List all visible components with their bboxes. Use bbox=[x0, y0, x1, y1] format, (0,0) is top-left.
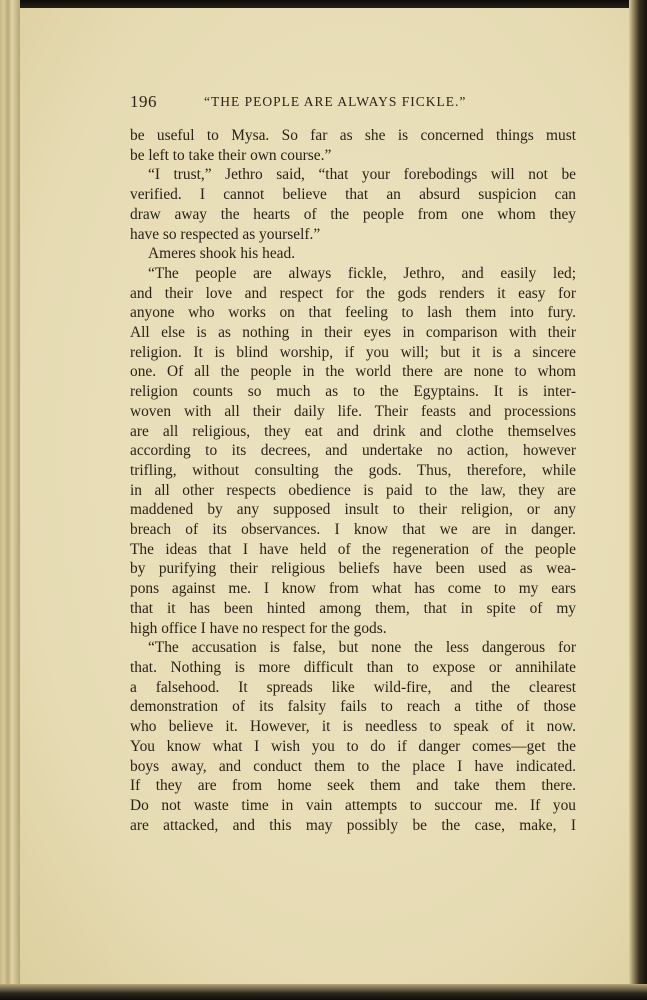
text-line: Do not waste time in vain attempts to succour me. If you bbox=[130, 796, 576, 814]
text-line: demonstration of its falsity fails to reach a tithe of those bbox=[130, 698, 576, 716]
text-line: The ideas that I have held of the regeneration of the people bbox=[130, 540, 576, 558]
text-line: “The people are always fickle, Jethro, and easily led; bbox=[148, 264, 576, 282]
text-line: be left to take their own course.” bbox=[130, 146, 332, 164]
text-line: are all religious, they eat and drink and clothe themselves bbox=[130, 422, 576, 440]
text-line: that. Nothing is more difficult than to expose or annihilate bbox=[130, 658, 576, 676]
text-line: anyone who works on that feeling to lash them into fury. bbox=[130, 304, 576, 322]
scan-bottom-edge bbox=[0, 984, 647, 1000]
page-header bbox=[130, 92, 575, 114]
text-line: trifling, without consulting the gods. Thus, therefore, while bbox=[130, 461, 576, 479]
text-line: high office I have no respect for the gods. bbox=[130, 619, 387, 637]
page-number: 196 bbox=[130, 92, 157, 111]
text-line: verified. I cannot believe that an absurd suspicion can bbox=[130, 186, 576, 204]
text-line: You know what I wish you to do if danger comes—get the bbox=[130, 737, 576, 755]
text-line: are attacked, and this may possibly be the case, make, I bbox=[130, 816, 576, 834]
text-line: All else is as nothing in their eyes in comparison with their bbox=[130, 324, 576, 342]
text-line: breach of its observances. I know that we are in danger. bbox=[130, 521, 576, 539]
text-line: by purifying their religious beliefs have been used as wea- bbox=[130, 560, 576, 578]
text-line: draw away the hearts of the people from one whom they bbox=[130, 205, 576, 223]
text-line: in all other respects obedience is paid to the law, they are bbox=[130, 481, 576, 499]
text-line: and their love and respect for the gods renders it easy for bbox=[130, 284, 576, 302]
text-line: boys away, and conduct them to the place I have indicated. bbox=[130, 757, 576, 775]
text-line: “The accusation is false, but none the less dangerous for bbox=[148, 639, 576, 657]
text-line: have so respected as yourself.” bbox=[130, 225, 321, 243]
text-line: one. Of all the people in the world there are none to whom bbox=[130, 363, 576, 381]
text-line: religion. It is blind worship, if you will; but it is a sincere bbox=[130, 343, 576, 361]
book-spine-edge bbox=[0, 0, 20, 1000]
text-line: religion counts so much as to the Egyptains. It is inter- bbox=[130, 383, 576, 401]
text-line: maddened by any supposed insult to their religion, or any bbox=[130, 501, 576, 519]
text-line: If they are from home seek them and take them there. bbox=[130, 777, 576, 795]
book-fore-edge bbox=[629, 0, 647, 1000]
text-line: woven with all their daily life. Their feasts and processions bbox=[130, 402, 576, 420]
text-line: according to its decrees, and undertake no action, however bbox=[130, 442, 576, 460]
text-line: “I trust,” Jethro said, “that your forebodings will not be bbox=[148, 166, 576, 184]
text-line: a falsehood. It spreads like wild-fire, and the clearest bbox=[130, 678, 576, 696]
running-title: “THE PEOPLE ARE ALWAYS FICKLE.” bbox=[204, 94, 467, 109]
text-line: Ameres shook his head. bbox=[148, 245, 296, 263]
text-line: be useful to Mysa. So far as she is concerned things must bbox=[130, 127, 576, 144]
text-line: pons against me. I know from what has come to my ears bbox=[130, 580, 576, 598]
text-line: that it has been hinted among them, that in spite of my bbox=[130, 599, 576, 617]
body-text bbox=[130, 126, 576, 835]
text-line: who believe it. However, it is needless to speak of it now. bbox=[130, 718, 576, 736]
